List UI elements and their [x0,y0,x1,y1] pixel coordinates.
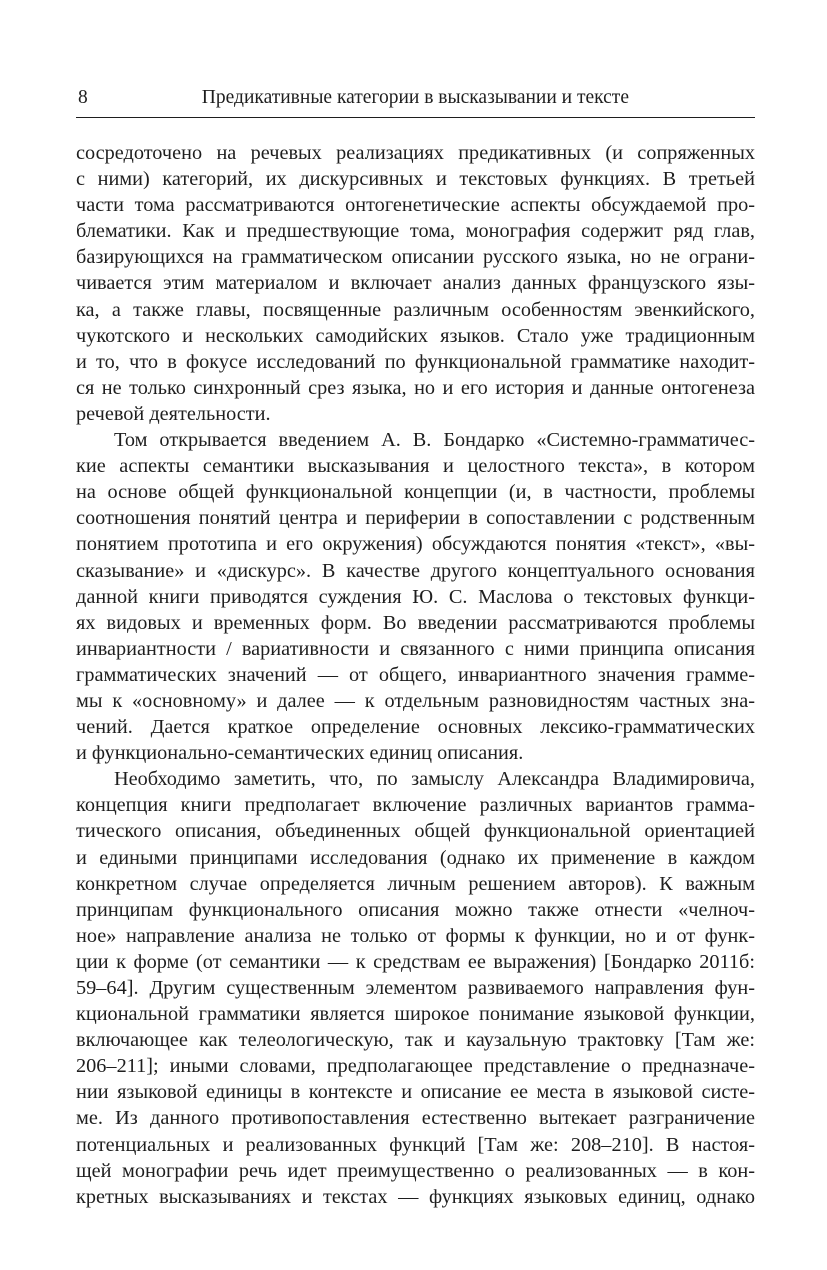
text-line: сказывание» и «дискурс». В качестве другого концептуального основания [76,559,755,582]
text-line: 59–64]. Другим существенным элементом развиваемого направления фун- [76,977,755,999]
text-line: тического описания, объединенных общей функциональной ориентацией [76,820,755,843]
header-rule [76,117,755,118]
text-line: ное» направление анализа не только от формы к функции, но и от функ- [76,924,755,947]
text-line: кие аспекты семантики высказывания и целостного текста», в котором [76,455,755,478]
running-head [76,86,755,114]
text-line: грамматических значений — от общего, инвариантного значения грамме- [76,663,755,686]
text-line: 206–211]; иными словами, предполагающее представление о предназначе- [76,1055,755,1078]
text-line: ся не только синхронный срез языка, но и его история и данные онтогенеза [76,376,755,399]
text-line: речевой деятельности. [76,402,271,425]
text-line: и едиными принципами исследования (однако их применение в каждом [76,846,755,869]
text-line: ях видовых и временных форм. Во введении рассматриваются проблемы [76,611,755,634]
text-line: чений. Дается краткое определение основных лексико-грамматических [76,716,755,739]
page-number: 8 [78,87,88,108]
text-line: включающее как телеологическую, так и каузальную трактовку [Там же: [76,1029,755,1052]
paragraph [76,766,755,1210]
text-line: мы к «основному» и далее — к отдельным разновидностям частных зна- [76,689,755,712]
paragraph [76,427,755,766]
text-line: потенциальных и реализованных функций [Там же: 208–210]. В настоя- [76,1133,755,1156]
running-title: Предикативные категории в высказывании и тексте [201,87,629,108]
text-line: чивается этим материалом и включает анализ данных французского язы- [76,272,755,295]
text-line: нии языковой единицы в контексте и описание ее места в языковой систе- [76,1081,755,1104]
text-line: ме. Из данного противопоставления естественно вытекает разграничение [76,1107,755,1130]
text-line: понятием прототипа и его окружения) обсуждаются понятия «текст», «вы- [76,533,755,556]
text-line: кретных высказываниях и текстах — функциях языковых единиц, однако [76,1185,755,1208]
body-text [76,140,755,1210]
text-line: щей монографии речь идет преимущественно о реализованных — в кон- [76,1159,755,1182]
text-line: концепция книги предполагает включение различных вариантов грамма- [76,794,755,817]
text-line: и то, что в фокусе исследований по функциональной грамматике находит- [76,350,755,373]
text-line: на основе общей функциональной концепции (и, в частности, проблемы [76,481,755,504]
paragraph [76,140,755,427]
text-line: базирующихся на грамматическом описании русского языка, но не ограни- [76,246,755,269]
text-line: с ними) категорий, их дискурсивных и текстовых функциях. В третьей [76,168,755,191]
text-line: чукотского и нескольких самодийских языков. Стало уже традиционным [76,324,755,347]
text-line: Том открывается введением А. В. Бондарко «Системно-грамматичес- [114,429,755,452]
text-line: соотношения понятий центра и периферии в сопоставлении с родственным [76,507,755,530]
text-line: данной книги приводятся суждения Ю. С. Маслова о текстовых функци- [76,585,755,608]
text-line: Необходимо заметить, что, по замыслу Александра Владимировича, [114,768,755,791]
text-line: ции к форме (от семантики — к средствам ее выражения) [Бондарко 2011б: [76,950,755,973]
text-line: конкретном случае определяется личным решением авторов). К важным [76,872,755,895]
text-line: сосредоточено на речевых реализациях предикативных (и сопряженных [76,142,755,164]
text-line: кциональной грамматики является широкое понимание языковой функции, [76,1003,755,1026]
text-line: ка, а также главы, посвященные различным особенностям эвенкийского, [76,298,755,321]
text-line: части тома рассматриваются онтогенетические аспекты обсуждаемой про- [76,194,755,217]
text-line: инвариантности / вариативности и связанного с ними принципа описания [76,637,755,660]
text-line: и функционально-семантических единиц описания. [76,742,524,765]
text-line: блематики. Как и предшествующие тома, монография содержит ряд глав, [76,220,755,243]
text-line: принципам функционального описания можно также отнести «челноч- [76,898,755,921]
